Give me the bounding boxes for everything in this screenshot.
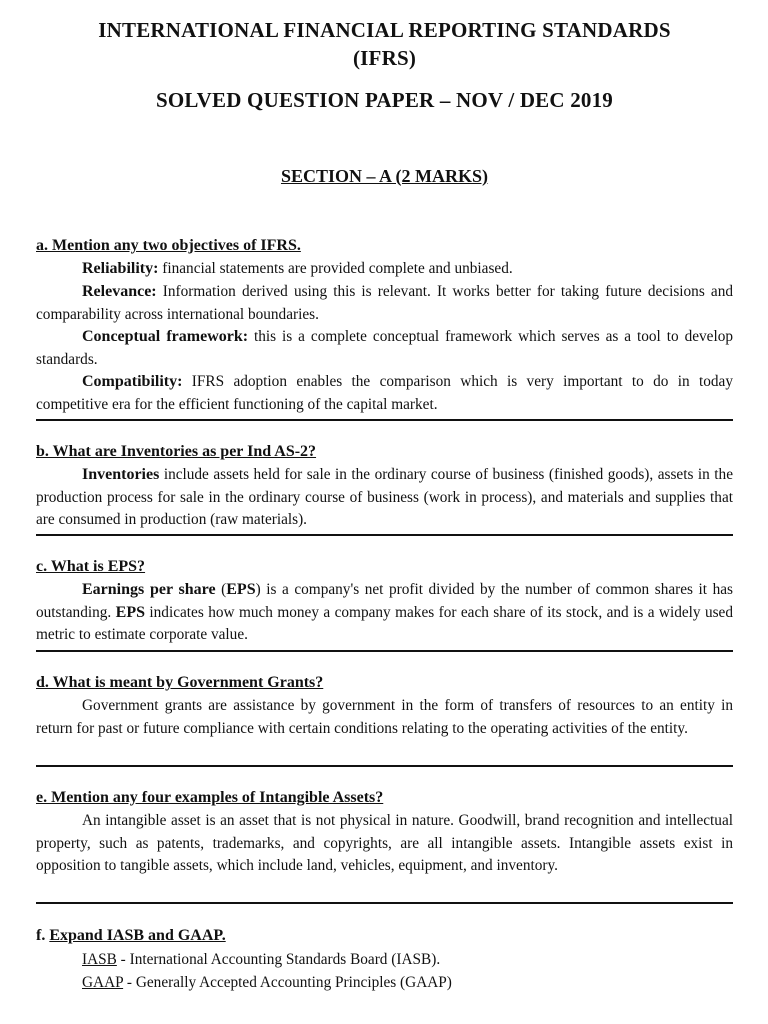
document-page [36,0,733,1024]
answer-c-text2: indicates how much money a company makes for each share of its stock, and is a widely used metric to estimate corporate value. [36,603,733,643]
answer-a-conceptual-framework-text: this is a complete conceptual framework which serves as a tool to develop standards. [36,328,733,368]
term-earnings-per-share: Earnings per share [82,581,216,598]
answer-c [36,579,733,647]
answer-a-compatibility [36,371,733,416]
term-compatibility: Compatibility: [82,373,183,390]
answer-a-relevance-text: Information derived using this is relevant. It works better for taking future decisions and comparability across international boundaries. [36,283,733,323]
answer-a-relevance [36,281,733,326]
section-title [36,166,733,187]
question-f-text: Expand IASB and GAAP. [49,927,226,944]
abbr-gaap: GAAP [82,974,124,991]
term-relevance: Relevance: [82,283,157,300]
answer-b [36,464,733,532]
abbr-iasb: IASB [82,951,117,968]
question-c: c. What is EPS? [36,558,146,575]
divider [36,765,733,767]
divider [36,419,733,421]
answer-f-iasb-text: - International Accounting Standards Board (IASB). [116,951,441,968]
divider [36,534,733,536]
answer-a-compatibility-text: IFRS adoption enables the comparison which is very important to do in today competitive era for the efficient functioning of the capital market. [36,373,733,413]
document-subtitle: SOLVED QUESTION PAPER – NOV / DEC 2019 [155,88,614,112]
section-title-text: SECTION – A (2 MARKS) [280,166,489,186]
answer-f-gaap-text: - Generally Accepted Accounting Principles (GAAP) [123,974,452,991]
term-eps-2: EPS [115,603,145,621]
answer-f-iasb [36,949,733,972]
answer-c-paren: ( [215,581,227,598]
divider [36,902,733,904]
divider [36,650,733,652]
term-reliability: Reliability: [82,260,159,277]
term-inventories: Inventories [82,466,160,483]
term-conceptual-framework: Conceptual framework: [82,328,249,345]
question-e: e. Mention any four examples of Intangible Assets? [36,789,384,806]
question-f [36,927,226,945]
question-f-prefix: f. [36,927,50,944]
term-eps: EPS [226,581,256,598]
question-d: d. What is meant by Government Grants? [36,674,324,691]
question-a: a. Mention any two objectives of IFRS. [36,237,301,254]
answer-b-text: include assets held for sale in the ordinary course of business (finished goods), assets in the production process for sale in the ordinary course of business (work in process), and materials and supplies that are consumed in production (raw materials). [36,466,733,528]
document-title-line1: INTERNATIONAL FINANCIAL REPORTING STANDARDS [98,18,671,42]
answer-a-reliability [36,258,733,281]
answer-f-gaap [36,972,733,995]
question-b: b. What are Inventories as per Ind AS-2? [36,443,317,460]
answer-c-text1: ) is a company's net profit divided by the number of common shares it has outstanding. [36,581,734,621]
answer-a-conceptual-framework [36,326,733,371]
answer-a-reliability-text: financial statements are provided complete and unbiased. [158,260,513,277]
answer-e: An intangible asset is an asset that is not physical in nature. Goodwill, brand recognition and intellectual property, such as patents, trademarks, and copyrights, are all intangible assets. Intangible assets exist in opposition to tangible assets, which include land, vehicles, equipment, and inventory. [36,812,733,874]
document-title-line2: (IFRS) [352,46,417,70]
answer-d: Government grants are assistance by government in the form of transfers of resources to an entity in return for past or future compliance with certain conditions relating to the operating activities of the entity. [36,697,733,737]
